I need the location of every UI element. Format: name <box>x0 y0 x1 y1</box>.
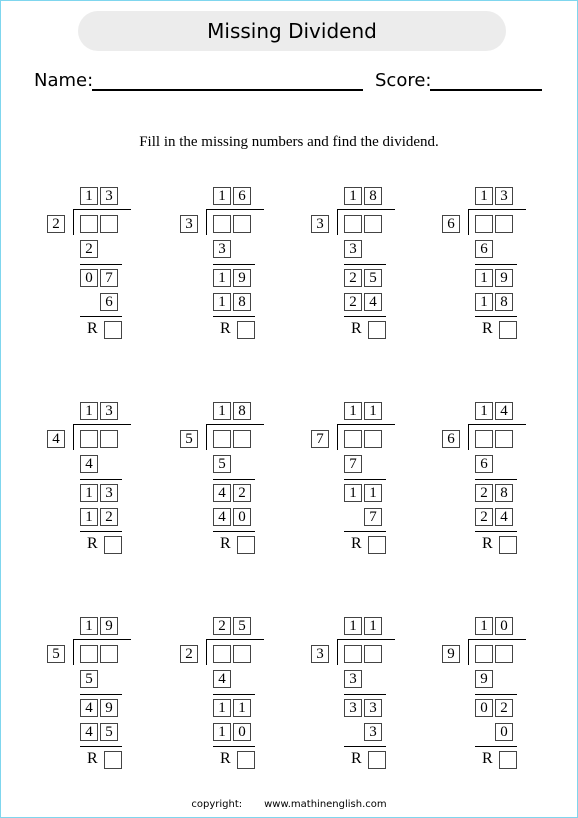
remainder-input[interactable] <box>368 751 386 769</box>
subtraction-line <box>80 694 122 695</box>
second-product-digit: 2 <box>344 293 362 311</box>
footer <box>0 799 578 810</box>
subtraction-line <box>475 531 517 532</box>
subtraction-line <box>344 746 386 747</box>
dividend-input[interactable] <box>80 645 98 663</box>
division-bar <box>468 639 526 640</box>
division-bracket <box>468 639 469 665</box>
division-bracket <box>206 209 207 235</box>
second-product-digit: 2 <box>475 508 493 526</box>
first-product-digit: 3 <box>344 240 362 258</box>
remainder-label: R <box>482 750 493 767</box>
remainder-input[interactable] <box>368 536 386 554</box>
subtraction-line <box>80 479 122 480</box>
division-bar <box>73 639 131 640</box>
division-bracket <box>73 639 74 665</box>
division-bracket <box>468 424 469 450</box>
remainder-input[interactable] <box>237 321 255 339</box>
division-problem <box>442 617 562 792</box>
divisor: 5 <box>47 645 65 663</box>
quotient-digit: 1 <box>80 187 98 205</box>
second-product-digit: 2 <box>100 508 118 526</box>
second-product-digit: 1 <box>213 293 231 311</box>
partial-dividend-digit: 1 <box>364 484 382 502</box>
subtraction-line <box>213 746 255 747</box>
first-product-digit: 6 <box>475 240 493 258</box>
division-bracket <box>73 424 74 450</box>
partial-dividend-digit: 9 <box>100 699 118 717</box>
partial-dividend-digit: 2 <box>495 699 513 717</box>
subtraction-line <box>80 746 122 747</box>
first-product-digit: 5 <box>213 455 231 473</box>
division-bar <box>337 209 395 210</box>
subtraction-line <box>213 531 255 532</box>
partial-dividend-digit: 4 <box>80 699 98 717</box>
remainder-input[interactable] <box>499 751 517 769</box>
quotient-digit: 6 <box>233 187 251 205</box>
subtraction-line <box>475 694 517 695</box>
quotient-digit: 1 <box>475 402 493 420</box>
partial-dividend-digit: 4 <box>213 484 231 502</box>
partial-dividend-digit: 2 <box>233 484 251 502</box>
second-product-digit: 8 <box>495 293 513 311</box>
score-field[interactable] <box>430 89 542 91</box>
partial-dividend-digit: 1 <box>80 484 98 502</box>
divisor: 6 <box>442 430 460 448</box>
partial-dividend-digit: 1 <box>233 699 251 717</box>
website-link[interactable]: www.mathinenglish.com <box>264 799 387 810</box>
dividend-input[interactable] <box>233 645 251 663</box>
subtraction-line <box>213 316 255 317</box>
quotient-digit: 1 <box>344 187 362 205</box>
dividend-input[interactable] <box>344 215 362 233</box>
remainder-label: R <box>87 750 98 767</box>
name-label: Name: <box>34 70 94 91</box>
name-field[interactable] <box>92 89 363 91</box>
division-problem <box>311 187 431 362</box>
quotient-digit: 4 <box>495 402 513 420</box>
quotient-digit: 9 <box>100 617 118 635</box>
dividend-input[interactable] <box>100 215 118 233</box>
partial-dividend-digit: 3 <box>344 699 362 717</box>
second-product-digit: 0 <box>495 723 513 741</box>
quotient-digit: 8 <box>233 402 251 420</box>
second-product-digit: 4 <box>80 723 98 741</box>
subtraction-line <box>213 694 255 695</box>
dividend-input[interactable] <box>213 645 231 663</box>
divisor: 3 <box>180 215 198 233</box>
quotient-digit: 1 <box>344 402 362 420</box>
dividend-input[interactable] <box>475 645 493 663</box>
second-product-digit: 4 <box>213 508 231 526</box>
division-bracket <box>337 424 338 450</box>
second-product-digit: 3 <box>364 723 382 741</box>
quotient-digit: 1 <box>344 617 362 635</box>
quotient-digit: 1 <box>213 187 231 205</box>
remainder-input[interactable] <box>499 536 517 554</box>
first-product-digit: 3 <box>213 240 231 258</box>
quotient-digit: 1 <box>80 617 98 635</box>
division-bar <box>337 639 395 640</box>
quotient-digit: 3 <box>100 402 118 420</box>
divisor: 7 <box>311 430 329 448</box>
dividend-input[interactable] <box>364 645 382 663</box>
divisor: 4 <box>47 430 65 448</box>
dividend-input[interactable] <box>495 430 513 448</box>
division-problem <box>180 617 300 792</box>
first-product-digit: 7 <box>344 455 362 473</box>
remainder-label: R <box>482 320 493 337</box>
dividend-input[interactable] <box>233 430 251 448</box>
dividend-input[interactable] <box>344 430 362 448</box>
second-product-digit: 8 <box>233 293 251 311</box>
subtraction-line <box>344 694 386 695</box>
subtraction-line <box>475 746 517 747</box>
subtraction-line <box>475 316 517 317</box>
remainder-label: R <box>87 535 98 552</box>
quotient-digit: 3 <box>100 187 118 205</box>
subtraction-line <box>80 531 122 532</box>
quotient-digit: 1 <box>475 617 493 635</box>
subtraction-line <box>213 264 255 265</box>
division-problem <box>47 617 167 792</box>
first-product-digit: 5 <box>80 670 98 688</box>
first-product-digit: 2 <box>80 240 98 258</box>
subtraction-line <box>80 316 122 317</box>
partial-dividend-digit: 1 <box>213 699 231 717</box>
division-bracket <box>206 424 207 450</box>
division-bar <box>73 209 131 210</box>
partial-dividend-digit: 1 <box>344 484 362 502</box>
instructions: Fill in the missing numbers and find the dividend. <box>139 134 439 150</box>
dividend-input[interactable] <box>213 215 231 233</box>
first-product-digit: 4 <box>80 455 98 473</box>
division-problem <box>180 402 300 577</box>
second-product-digit: 0 <box>233 508 251 526</box>
quotient-digit: 8 <box>364 187 382 205</box>
second-product-digit: 1 <box>213 723 231 741</box>
dividend-input[interactable] <box>100 645 118 663</box>
remainder-input[interactable] <box>104 536 122 554</box>
remainder-input[interactable] <box>104 321 122 339</box>
remainder-label: R <box>220 320 231 337</box>
partial-dividend-digit: 3 <box>364 699 382 717</box>
quotient-digit: 0 <box>495 617 513 635</box>
dividend-input[interactable] <box>100 430 118 448</box>
first-product-digit: 4 <box>213 670 231 688</box>
division-problem <box>442 187 562 362</box>
divisor: 3 <box>311 215 329 233</box>
dividend-input[interactable] <box>80 430 98 448</box>
division-problem <box>47 187 167 362</box>
subtraction-line <box>475 479 517 480</box>
remainder-label: R <box>351 535 362 552</box>
division-problem <box>442 402 562 577</box>
subtraction-line <box>344 531 386 532</box>
remainder-label: R <box>87 320 98 337</box>
quotient-digit: 2 <box>213 617 231 635</box>
second-product-digit: 1 <box>80 508 98 526</box>
partial-dividend-digit: 7 <box>100 269 118 287</box>
score-label: Score: <box>375 70 432 91</box>
division-bar <box>206 424 264 425</box>
partial-dividend-digit: 2 <box>475 484 493 502</box>
quotient-digit: 1 <box>364 402 382 420</box>
subtraction-line <box>344 479 386 480</box>
remainder-input[interactable] <box>104 751 122 769</box>
first-product-digit: 6 <box>475 455 493 473</box>
divisor: 2 <box>180 645 198 663</box>
dividend-input[interactable] <box>344 645 362 663</box>
remainder-label: R <box>220 750 231 767</box>
division-bracket <box>337 639 338 665</box>
division-problem <box>180 187 300 362</box>
dividend-input[interactable] <box>233 215 251 233</box>
partial-dividend-digit: 9 <box>233 269 251 287</box>
remainder-input[interactable] <box>368 321 386 339</box>
dividend-input[interactable] <box>213 430 231 448</box>
remainder-label: R <box>220 535 231 552</box>
partial-dividend-digit: 8 <box>495 484 513 502</box>
division-bracket <box>337 209 338 235</box>
remainder-label: R <box>351 750 362 767</box>
division-bar <box>468 209 526 210</box>
partial-dividend-digit: 5 <box>364 269 382 287</box>
quotient-digit: 1 <box>213 402 231 420</box>
quotient-digit: 5 <box>233 617 251 635</box>
division-bar <box>206 639 264 640</box>
division-bracket <box>73 209 74 235</box>
second-product-digit: 7 <box>364 508 382 526</box>
dividend-input[interactable] <box>475 430 493 448</box>
partial-dividend-digit: 9 <box>495 269 513 287</box>
remainder-label: R <box>482 535 493 552</box>
divisor: 5 <box>180 430 198 448</box>
subtraction-line <box>80 264 122 265</box>
second-product-digit: 6 <box>100 293 118 311</box>
remainder-input[interactable] <box>499 321 517 339</box>
second-product-digit: 5 <box>100 723 118 741</box>
quotient-digit: 1 <box>364 617 382 635</box>
division-problem <box>47 402 167 577</box>
division-bracket <box>468 209 469 235</box>
copyright-label: copyright: <box>191 799 243 810</box>
quotient-digit: 1 <box>475 187 493 205</box>
second-product-digit: 0 <box>233 723 251 741</box>
dividend-input[interactable] <box>80 215 98 233</box>
division-bracket <box>206 639 207 665</box>
divisor: 2 <box>47 215 65 233</box>
dividend-input[interactable] <box>495 645 513 663</box>
divisor: 3 <box>311 645 329 663</box>
quotient-digit: 3 <box>495 187 513 205</box>
partial-dividend-digit: 3 <box>100 484 118 502</box>
second-product-digit: 4 <box>364 293 382 311</box>
dividend-input[interactable] <box>364 215 382 233</box>
partial-dividend-digit: 1 <box>213 269 231 287</box>
division-problem <box>311 617 431 792</box>
subtraction-line <box>344 264 386 265</box>
subtraction-line <box>344 316 386 317</box>
division-bar <box>206 209 264 210</box>
worksheet-title: Missing Dividend <box>78 11 506 51</box>
second-product-digit: 4 <box>495 508 513 526</box>
partial-dividend-digit: 0 <box>80 269 98 287</box>
division-bar <box>337 424 395 425</box>
remainder-input[interactable] <box>237 751 255 769</box>
divisor: 6 <box>442 215 460 233</box>
division-bar <box>468 424 526 425</box>
partial-dividend-digit: 2 <box>344 269 362 287</box>
remainder-label: R <box>351 320 362 337</box>
dividend-input[interactable] <box>364 430 382 448</box>
division-problem <box>311 402 431 577</box>
divisor: 9 <box>442 645 460 663</box>
dividend-input[interactable] <box>475 215 493 233</box>
first-product-digit: 3 <box>344 670 362 688</box>
dividend-input[interactable] <box>495 215 513 233</box>
second-product-digit: 1 <box>475 293 493 311</box>
remainder-input[interactable] <box>237 536 255 554</box>
division-bar <box>73 424 131 425</box>
quotient-digit: 1 <box>80 402 98 420</box>
partial-dividend-digit: 0 <box>475 699 493 717</box>
subtraction-line <box>475 264 517 265</box>
subtraction-line <box>213 479 255 480</box>
first-product-digit: 9 <box>475 670 493 688</box>
partial-dividend-digit: 1 <box>475 269 493 287</box>
